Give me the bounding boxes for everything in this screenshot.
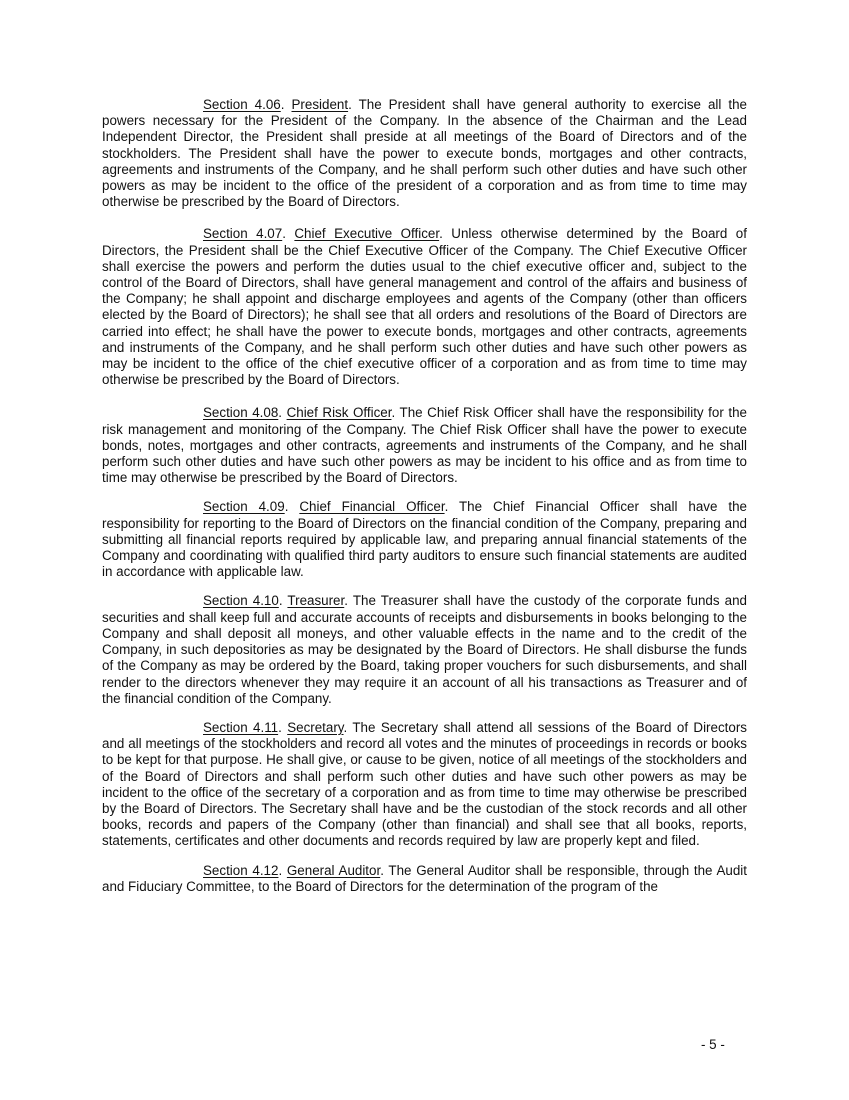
section-body: The Chief Financial Officer shall have the responsibility for reporting to the Board of Directors on the financial condition of the Company, preparing and submitting all financial reports required by applicable law, and preparing annual financial statements of the Company and coordinating with qualified third party auditors to ensure such financial statements are audited in accordance with applicable law. — [102, 499, 747, 580]
section-title: Chief Financial Officer — [299, 499, 445, 515]
section-4-09: Section 4.09. Chief Financial Officer. The Chief Financial Officer shall have the responsibility for reporting to the Board of Directors on the financial condition of the Company, preparing and submitting all financial reports required by applicable law, and preparing annual financial statements of the Company and coordinating with qualified third party auditors to ensure such financial statements are audited in accordance with applicable law. — [102, 499, 747, 580]
section-title: Secretary — [287, 719, 344, 735]
section-4-10: Section 4.10. Treasurer. The Treasurer shall have the custody of the corporate funds and securities and shall keep full and accurate accounts of receipts and disbursements in books belonging to the Company and shall deposit all moneys, and other valuable effects in the name and to the credit of the Company, in such depositories as may be designated by the Board of Directors. He shall disburse the funds of the Company as may be ordered by the Board, taking proper vouchers for such disbursements, and shall render to the directors whenever they may require it an account of all his transactions as Treasurer and of the financial condition of the Company. — [102, 593, 748, 706]
section-4-08: Section 4.08. Chief Risk Officer. The Chief Risk Officer shall have the responsibility for the risk management and monitoring of the Company. The Chief Risk Officer shall have the power to execute bonds, notes, mortgages and other contracts, agreements and instruments of the Company, and he shall perform such other duties and have such other powers as may be incident to his office and as from time to time may otherwise be prescribed by the Board of Directors. — [102, 405, 747, 486]
section-title: Treasurer — [287, 593, 345, 609]
section-4-06: Section 4.06. President. The President shall have general authority to exercise all the powers necessary for the President of the Company. In the absence of the Chairman and the Lead Independent Director, the President shall preside at all meetings of the Board of Directors and of the stockholders. The President shall have the power to execute bonds, mortgages and other contracts, agreements and instruments of the Company, and he shall perform such other duties and have such other powers as may be incident to the office of the president of a corporation and as from time to time may otherwise be prescribed by the Board of Directors. — [102, 97, 748, 210]
section-title: Chief Executive Officer — [294, 226, 440, 242]
page-number: - 5 - — [701, 1037, 725, 1052]
section-4-07: Section 4.07. Chief Executive Officer. Unless otherwise determined by the Board of Directors, the President shall be the Chief Executive Officer of the Company. The Chief Executive Officer shall exercise the powers and perform the duties usual to the chief executive officer and, subject to the control of the Board of Directors, shall have general management and control of the affairs and business of the Company; he shall appoint and discharge employees and agents of the Company (other than officers elected by the Board of Directors); he shall see that all orders and resolutions of the Board of Directors are carried into effect; he shall have the power to execute bonds, mortgages and other contracts, agreements and instruments of the Company, and he shall perform such other duties and have such other powers as may be incident to the office of the chief executive officer of a corporation and as from time to time may otherwise be prescribed by the Board of Directors. — [102, 226, 747, 388]
section-body: The Treasurer shall have the custody of the corporate funds and securities and shall keep full and accurate accounts of receipts and disbursements in books belonging to the Company and shall deposit all moneys, and other valuable effects in the name and to the credit of the Company, in such depositories as may be designated by the Board of Directors. He shall disburse the funds of the Company as may be ordered by the Board, taking proper vouchers for such disbursements, and shall render to the directors whenever they may require it an account of all his transactions as Treasurer and of the financial condition of the Company. — [102, 593, 748, 706]
section-number: Section 4.08 — [203, 405, 279, 421]
section-number: Section 4.06 — [203, 97, 281, 112]
section-title: President — [291, 97, 349, 112]
section-body: The President shall have general authority to exercise all the powers necessary for the President of the Company. In the absence of the Chairman and the Lead Independent Director, the President shall preside at all meetings of the Board of Directors and of the stockholders. The President shall have the power to execute bonds, mortgages and other contracts, agreements and instruments of the Company, and he shall perform such other duties and have such other powers as may be incident to the office of the president of a corporation and as from time to time may otherwise be prescribed by the Board of Directors. — [102, 97, 748, 210]
section-body: The Secretary shall attend all sessions of the Board of Directors and all meetings of the stockholders and record all votes and the minutes of proceedings in records or books to be kept for that purpose. He shall give, or cause to be given, notice of all meetings of the stockholders and of the Board of Directors and shall perform such other duties and have such other powers as may be incident to the office of the secretary of a corporation and as from time to time may otherwise be prescribed by the Board of Directors. The Secretary shall have and be the custodian of the stock records and all other books, records and papers of the Company (other than financial) and shall see that all books, reports, statements, certificates and other documents and records required by law are properly kept and filed. — [102, 719, 747, 849]
section-body: The General Auditor shall be responsible, through the Audit and Fiduciary Committee, to the Board of Directors for the determination of the program of the — [102, 862, 747, 894]
section-body: Unless otherwise determined by the Board of Directors, the President shall be the Chief Executive Officer of the Company. The Chief Executive Officer shall exercise the powers and perform the duties usual to the chief executive officer and, subject to the control of the Board of Directors, shall have general management and control of the affairs and business of the Company; he shall appoint and discharge employees and agents of the Company (other than officers elected by the Board of Directors); he shall see that all orders and resolutions of the Board of Directors are carried into effect; he shall have the power to execute bonds, mortgages and other contracts, agreements and instruments of the Company, and he shall perform such other duties and have such other powers as may be incident to the office of the chief executive officer of a corporation and as from time to time may otherwise be prescribed by the Board of Directors. — [102, 226, 747, 388]
section-4-11: Section 4.11. Secretary. The Secretary shall attend all sessions of the Board of Directors and all meetings of the stockholders and record all votes and the minutes of proceedings in records or books to be kept for that purpose. He shall give, or cause to be given, notice of all meetings of the stockholders and of the Board of Directors and shall perform such other duties and have such other powers as may be incident to the office of the secretary of a corporation and as from time to time may otherwise be prescribed by the Board of Directors. The Secretary shall have and be the custodian of the stock records and all other books, records and papers of the Company (other than financial) and shall see that all books, reports, statements, certificates and other documents and records required by law are properly kept and filed. — [102, 719, 747, 849]
section-number: Section 4.07 — [203, 226, 283, 242]
section-title: Chief Risk Officer — [286, 405, 392, 421]
section-number: Section 4.10 — [203, 593, 279, 609]
section-number: Section 4.11 — [203, 719, 279, 735]
section-body: The Chief Risk Officer shall have the responsibility for the risk management and monitoring of the Company. The Chief Risk Officer shall have the power to execute bonds, notes, mortgages and other contracts, agreements and instruments of the Company, and he shall perform such other duties and have such other powers as may be incident to his office and as from time to time may otherwise be prescribed by the Board of Directors. — [102, 405, 747, 486]
section-4-12: Section 4.12. General Auditor. The General Auditor shall be responsible, through the Audit and Fiduciary Committee, to the Board of Directors for the determination of the program of the — [102, 862, 747, 894]
section-title: General Auditor — [286, 862, 381, 878]
section-number: Section 4.09 — [203, 499, 285, 515]
document-page — [102, 97, 747, 908]
section-number: Section 4.12 — [203, 862, 279, 878]
